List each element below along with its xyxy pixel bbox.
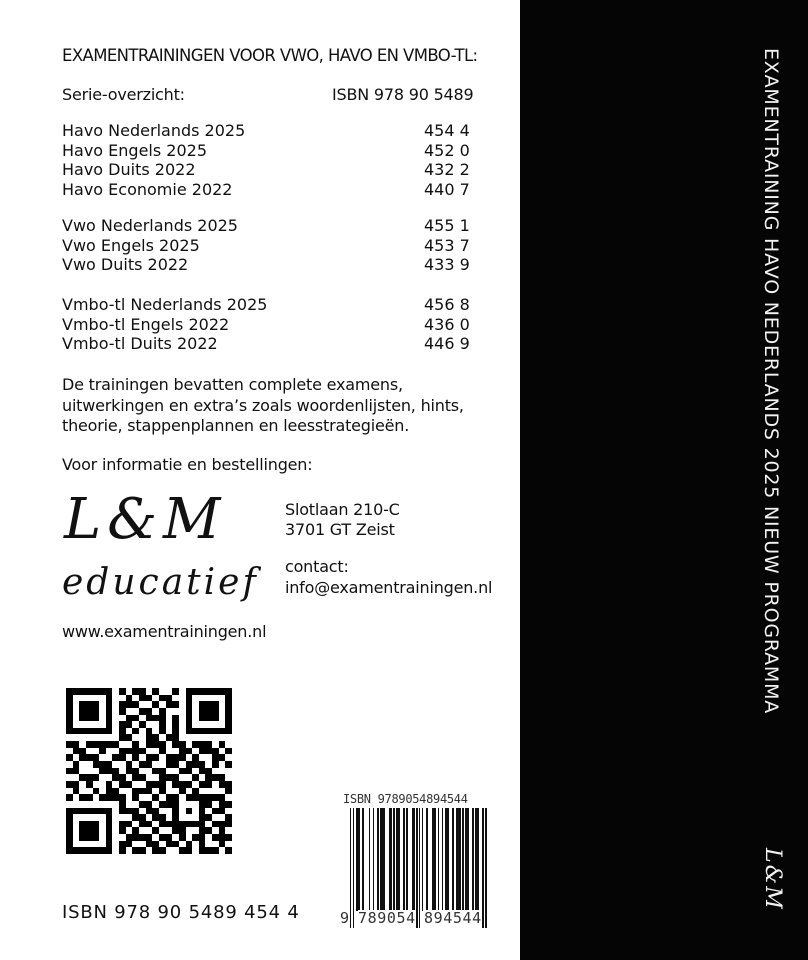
list-item [62, 255, 472, 275]
title-isbn-suffix: 433 9 [424, 255, 470, 274]
list-item [62, 216, 472, 236]
barcode-label: ISBN 9789054894544 [343, 792, 468, 806]
website-link[interactable]: www.examentrainingen.nl [62, 622, 267, 641]
contact-email[interactable]: info@examentrainingen.nl [285, 577, 493, 597]
description-line: De trainingen bevatten complete examens, [62, 375, 403, 394]
isbn-barcode [340, 792, 490, 932]
vwo-title-list [62, 216, 472, 275]
contact-label: contact: [285, 557, 349, 576]
title-name: Vmbo-tl Duits 2022 [62, 334, 218, 353]
title-name: Vwo Engels 2025 [62, 235, 200, 255]
contact [285, 557, 492, 598]
title-name: Havo Duits 2022 [62, 160, 196, 179]
list-item [62, 315, 472, 335]
title-isbn-suffix: 432 2 [424, 160, 470, 179]
info-label: Voor informatie en bestellingen: [62, 455, 313, 474]
address-street: Slotlaan 210-C [285, 500, 400, 519]
series-heading: EXAMENTRAININGEN VOOR VWO, HAVO EN VMBO-TL: [62, 46, 478, 65]
title-name: Vmbo-tl Engels 2022 [62, 314, 230, 334]
spine-title: EXAMENTRAINING HAVO NEDERLANDS 2025 NIEUW PROGRAMMA [760, 48, 782, 715]
series-isbn-prefix: ISBN 978 90 5489 [332, 85, 474, 104]
title-isbn-suffix: 455 1 [424, 216, 470, 235]
title-name: Havo Nederlands 2025 [62, 121, 246, 140]
spine-logo: L&M [760, 848, 785, 911]
title-name: Vwo Duits 2022 [62, 255, 189, 274]
barcode-first-digit: 9 [340, 909, 350, 927]
list-item [62, 141, 472, 161]
publisher-logo-subtitle: educatief [62, 562, 259, 603]
title-name: Vwo Nederlands 2025 [62, 216, 238, 235]
vmbo-title-list [62, 295, 472, 354]
barcode-left-digits: 789054 [358, 909, 416, 927]
list-item [62, 295, 472, 315]
title-isbn-suffix: 436 0 [424, 314, 470, 334]
list-item [62, 180, 472, 200]
title-isbn-suffix: 454 4 [424, 121, 470, 140]
title-isbn-suffix: 452 0 [424, 140, 470, 160]
barcode-right-digits: 894544 [424, 909, 482, 927]
description-line: theorie, stappenplannen en leesstrategieën. [62, 416, 410, 435]
series-overview-label: Serie-overzicht: [62, 85, 185, 104]
list-item [62, 160, 472, 180]
address-city: 3701 GT Zeist [285, 520, 395, 539]
list-item [62, 334, 472, 354]
havo-title-list [62, 121, 472, 199]
title-isbn-suffix: 453 7 [424, 235, 470, 255]
address [285, 500, 400, 540]
title-name: Vmbo-tl Nederlands 2025 [62, 295, 268, 314]
title-name: Havo Engels 2025 [62, 140, 208, 160]
title-name: Havo Economie 2022 [62, 179, 233, 199]
title-isbn-suffix: 446 9 [424, 334, 470, 353]
description [62, 375, 502, 437]
qr-code [66, 688, 232, 854]
description-line: uitwerkingen en extra’s zoals woordenlijsten, hints, [62, 395, 464, 415]
list-item [62, 121, 472, 141]
title-isbn-suffix: 440 7 [424, 179, 470, 199]
isbn-number: ISBN 978 90 5489 454 4 [62, 902, 300, 923]
publisher-logo: L&M [64, 487, 227, 552]
title-isbn-suffix: 456 8 [424, 295, 470, 314]
list-item [62, 236, 472, 256]
